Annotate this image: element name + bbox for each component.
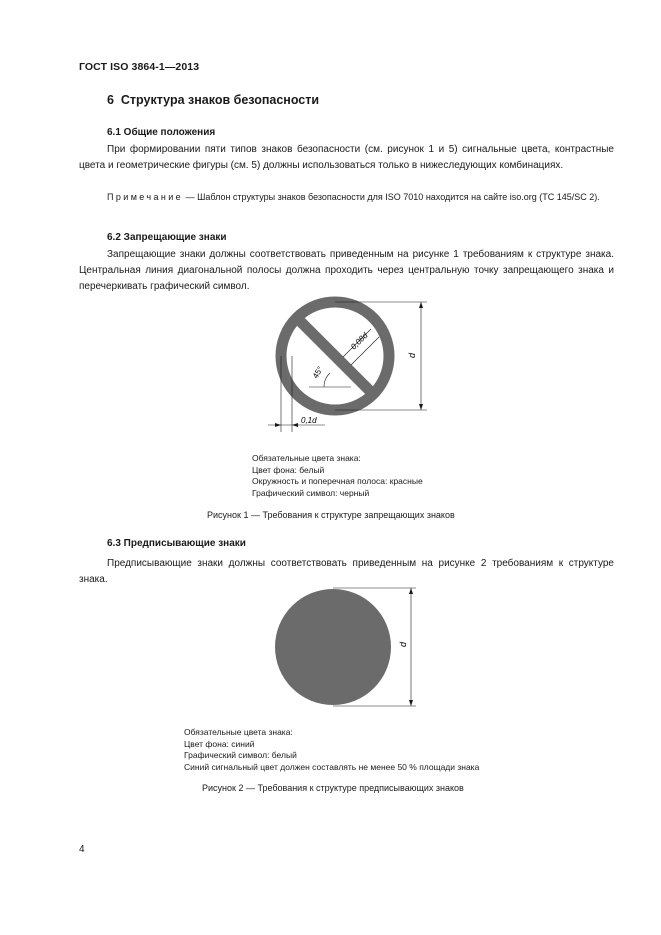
requirement-line: Графический символ: белый [184, 750, 297, 760]
standard-header: ГОСТ ISO 3864-1—2013 [79, 61, 200, 73]
paragraph-6-1: При формировании пяти типов знаков безопасности (см. рисунок 1 и 5) сигнальные цвета, контрастные цвета и геометрические фигуры (см. 5) должны использоваться только в нижеследующих комбинациях. [79, 144, 614, 171]
diagonal-band [290, 311, 380, 401]
figure2-caption: Рисунок 2 — Требования к структуре предписывающих знаков [202, 783, 464, 793]
figure1-caption: Рисунок 1 — Требования к структуре запрещающих знаков [207, 510, 455, 520]
requirements-title: Обязательные цвета знака: [184, 727, 293, 737]
figure2-requirements [184, 727, 479, 773]
note [79, 191, 614, 204]
section-number: 6 [107, 93, 114, 107]
diameter-label: d [398, 641, 408, 647]
paragraph-6-3: Предписывающие знаки должны соответствовать приведенным на рисунке 2 требованиям к структуре знака. [79, 558, 614, 585]
diameter-label: d [407, 352, 417, 358]
paragraph-6-2: Запрещающие знаки должны соответствовать приведенным на рисунке 1 требованиям к структуре знака. Центральная линия диагональной полосы должна проходить через центральную точку запрещающего знака и перечеркивать графический символ. [79, 249, 614, 292]
note-label: Примечание [107, 192, 184, 202]
prohibition-sign-diagram [250, 294, 450, 439]
mandatory-sign-diagram [270, 585, 430, 710]
requirement-line: Цвет фона: белый [252, 464, 325, 475]
subsection-heading-6-3: 6.3 Предписывающие знаки [107, 538, 246, 549]
subsection-heading-6-2: 6.2 Запрещающие знаки [107, 232, 227, 243]
angle-label: 45° [310, 365, 325, 380]
mandatory-disc [275, 589, 391, 705]
requirement-line: Цвет фона: синий [184, 738, 255, 749]
section-title [107, 93, 319, 107]
figure1-requirements [252, 453, 423, 499]
ring-thickness-label: 0,1d [301, 416, 317, 425]
band-width-label: 0,08d [349, 330, 370, 352]
requirement-line: Графический символ: черный [252, 487, 370, 498]
section-title-text: Структура знаков безопасности [120, 93, 320, 107]
note-text: — Шаблон структуры знаков безопасности для ISO 7010 находится на сайте iso.org (TC 145/SC 2). [183, 192, 600, 202]
requirement-line: Окружность и поперечная полоса: красные [252, 476, 423, 486]
requirement-line: Синий сигнальный цвет должен составлять не менее 50 % площади знака [184, 761, 480, 772]
page-number: 4 [79, 844, 85, 855]
subsection-heading-6-1: 6.1 Общие положения [107, 127, 216, 138]
requirements-title: Обязательные цвета знака: [252, 453, 361, 463]
